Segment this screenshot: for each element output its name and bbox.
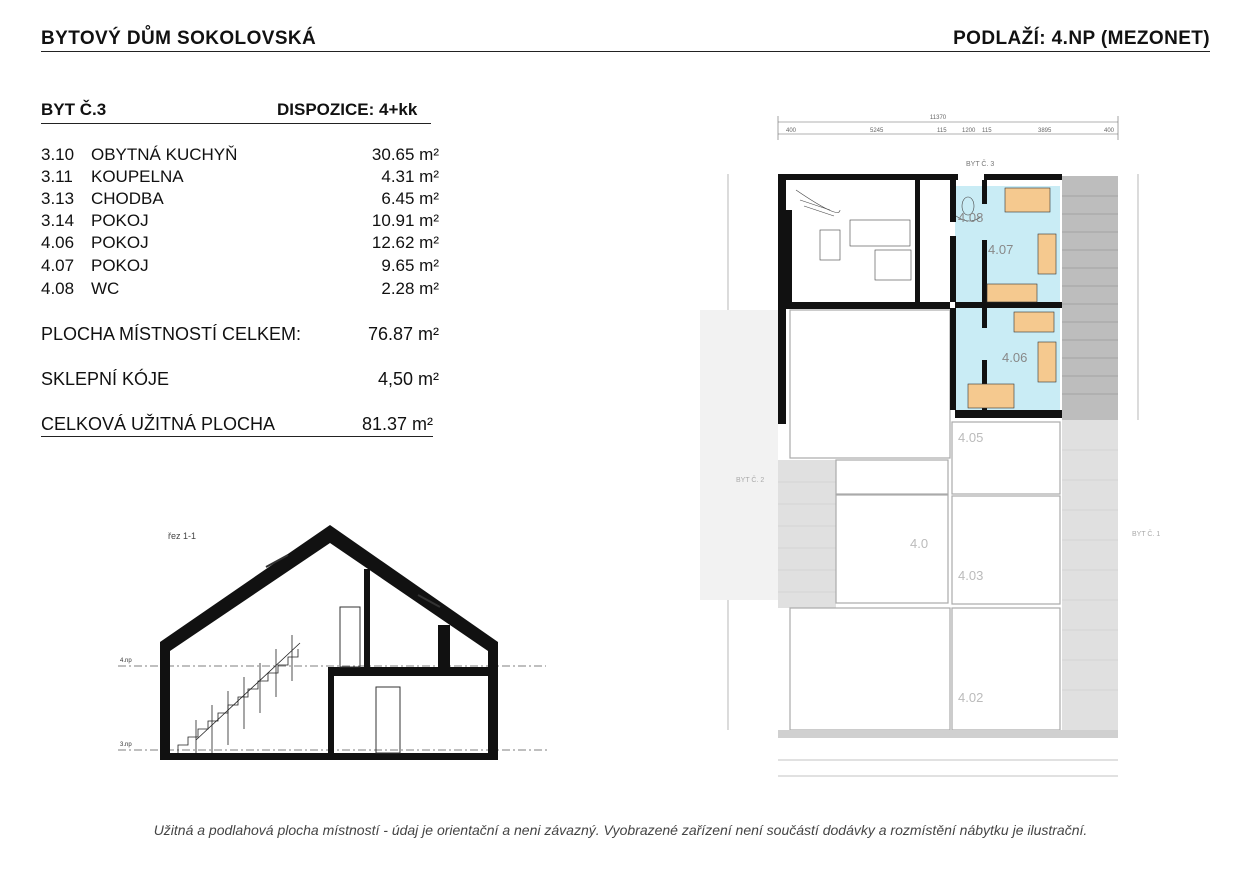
room-area: 12.62 m² bbox=[371, 233, 439, 252]
floor-title: PODLAŽÍ: 4.NP (MEZONET) bbox=[953, 28, 1210, 49]
room-area: 10.91 m² bbox=[371, 211, 439, 230]
top-dimensions bbox=[778, 116, 1118, 140]
floor-plan bbox=[700, 110, 1160, 790]
room-area: 30.65 m² bbox=[371, 145, 439, 164]
room-name: KOUPELNA bbox=[91, 167, 184, 186]
room-area: 9.65 m² bbox=[381, 256, 439, 275]
room-code: 3.13 bbox=[41, 189, 75, 208]
usable-rule bbox=[41, 436, 433, 437]
room-code: 3.11 bbox=[41, 167, 73, 186]
right-wall bbox=[488, 665, 498, 755]
room-code: 4.08 bbox=[41, 279, 75, 298]
desk-407 bbox=[1038, 234, 1056, 274]
disclaimer: Užitná a podlahová plocha místností - údaj je orientační a neni závazný. Vyobrazené zařízení není součástí dodávky a rozmístění nábytku je ilustrační. bbox=[153, 822, 1088, 838]
dim-3: 115 bbox=[937, 128, 947, 134]
apartment-disposition: DISPOZICE: 4+kk bbox=[277, 100, 418, 119]
header-rule bbox=[41, 51, 1210, 52]
bed-407b bbox=[987, 284, 1037, 302]
room-row bbox=[41, 211, 439, 233]
room-name: WC bbox=[91, 279, 120, 298]
room-row bbox=[41, 145, 439, 167]
desk-406 bbox=[1038, 342, 1056, 382]
usable-value: 81.37 m² bbox=[361, 414, 433, 434]
room-code: 4.06 bbox=[41, 233, 75, 252]
plan-label-byt1: BYT Č. 1 bbox=[1132, 531, 1160, 538]
upper-slab bbox=[328, 667, 498, 676]
partition bbox=[364, 569, 370, 667]
section-drawing bbox=[118, 515, 558, 765]
dim-total: 11370 bbox=[929, 115, 947, 121]
rooms-total-value: 76.87 m² bbox=[367, 324, 439, 344]
building-title: BYTOVÝ DŮM SOKOLOVSKÁ bbox=[41, 28, 317, 49]
room-label-402: 4.02 bbox=[958, 690, 984, 705]
rooms-total-label: PLOCHA MÍSTNOSTÍ CELKEM: bbox=[41, 324, 302, 344]
room-label-405: 4.05 bbox=[958, 430, 984, 445]
room-label-404: 4.0 bbox=[910, 536, 929, 551]
plan-label-byt3: BYT Č. 3 bbox=[966, 161, 995, 168]
room-row bbox=[41, 167, 439, 189]
bottom-dimensions bbox=[778, 760, 1118, 776]
room-row bbox=[41, 233, 439, 255]
watermark-band bbox=[700, 310, 778, 600]
left-wall bbox=[160, 665, 170, 755]
dim-2: 5245 bbox=[870, 128, 884, 134]
dim-1: 400 bbox=[786, 128, 797, 134]
room-label-403: 4.03 bbox=[958, 568, 984, 583]
room-row bbox=[41, 279, 439, 301]
staircase bbox=[178, 635, 300, 753]
room-area: 4.31 m² bbox=[381, 167, 439, 186]
room-code: 3.14 bbox=[41, 211, 75, 230]
room-row bbox=[41, 189, 439, 211]
usable-label: CELKOVÁ UŽITNÁ PLOCHA bbox=[41, 414, 276, 434]
room-name: POKOJ bbox=[91, 211, 149, 230]
plan-label-byt2: BYT Č. 2 bbox=[736, 477, 765, 484]
living-furniture bbox=[796, 190, 911, 280]
room-area: 6.45 m² bbox=[381, 189, 439, 208]
bed-407 bbox=[1005, 188, 1050, 212]
table-rule bbox=[41, 123, 431, 124]
dim-6: 3895 bbox=[1038, 128, 1052, 134]
room-name: POKOJ bbox=[91, 233, 149, 252]
door-upper bbox=[340, 607, 360, 667]
dim-7: 400 bbox=[1104, 128, 1115, 134]
room-area: 2.28 m² bbox=[381, 279, 439, 298]
level-lower-label: 3.np bbox=[120, 742, 132, 748]
dim-4: 1200 bbox=[962, 128, 976, 134]
cellar-value: 4,50 m² bbox=[377, 369, 439, 389]
room-name: OBYTNÁ KUCHYŇ bbox=[91, 145, 238, 164]
stair-wall bbox=[328, 667, 334, 755]
room-label-408: 4.08 bbox=[958, 210, 984, 225]
room-code: 4.07 bbox=[41, 256, 75, 275]
room-label-406: 4.06 bbox=[1002, 350, 1028, 365]
partition-2 bbox=[438, 625, 450, 667]
bed-406b bbox=[968, 384, 1014, 408]
dim-5: 115 bbox=[982, 128, 992, 134]
apartment-name: BYT Č.3 bbox=[41, 100, 107, 119]
room-name: POKOJ bbox=[91, 256, 149, 275]
room-code: 3.10 bbox=[41, 145, 75, 164]
bed-406 bbox=[1014, 312, 1054, 332]
roof-hatch-upper bbox=[1062, 176, 1118, 420]
cellar-label: SKLEPNÍ KÓJE bbox=[41, 369, 170, 389]
door-lower bbox=[376, 687, 400, 753]
room-row bbox=[41, 256, 439, 278]
room-name: CHODBA bbox=[91, 189, 164, 208]
room-label-407: 4.07 bbox=[988, 242, 1014, 257]
section-title: řez 1-1 bbox=[168, 531, 197, 541]
level-upper-label: 4.np bbox=[120, 658, 132, 664]
